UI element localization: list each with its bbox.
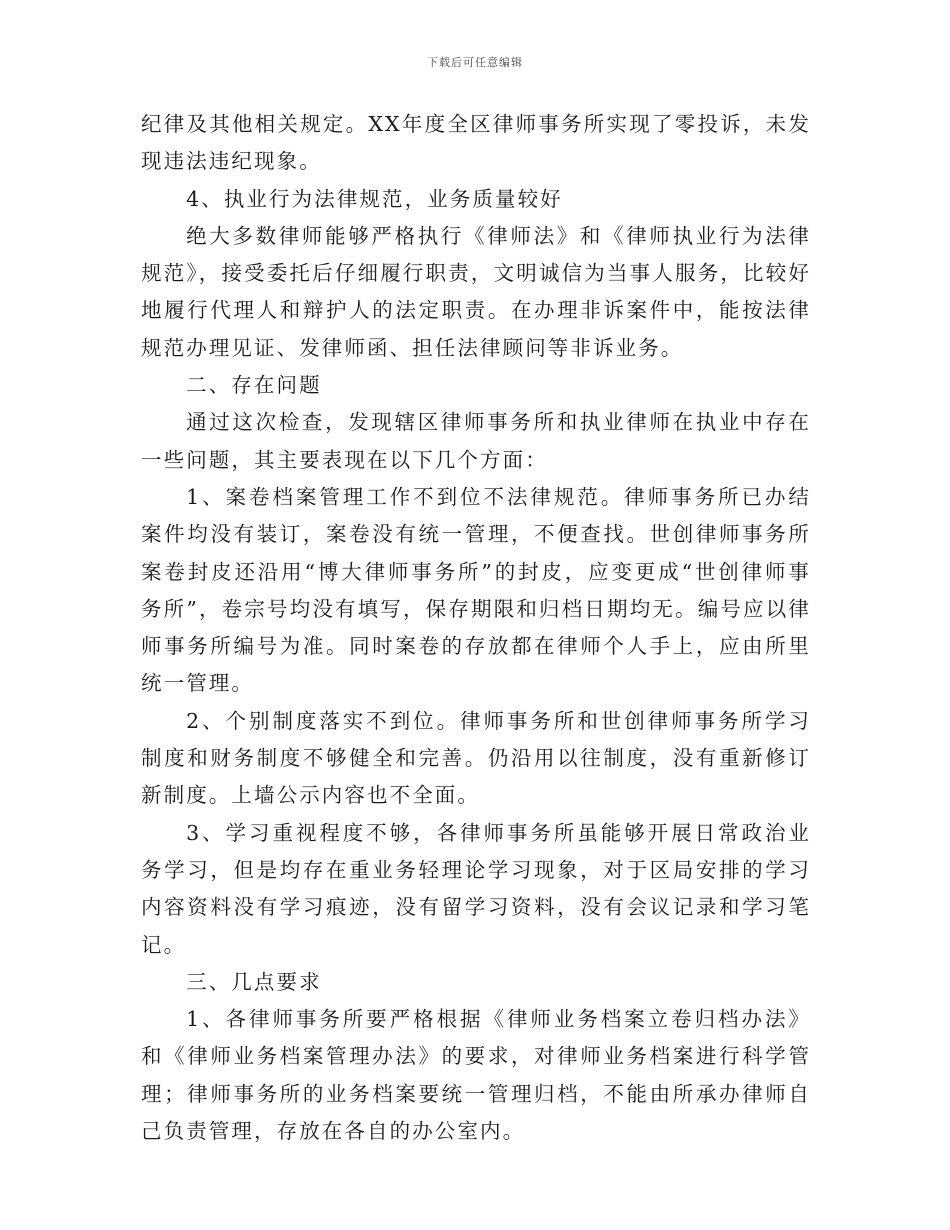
page-header: 下载后可任意编辑 — [427, 56, 523, 69]
paragraph: 绝大多数律师能够严格执行《律师法》和《律师执业行为法律规范》，接受委托后仔细履行职责，文明诚信为当事人服务，比较好地履行代理人和辩护人的法定职责。在办理非诉案件中，能按法律规范办理见证、发律师函、担任法律顾问等非诉业务。 — [141, 223, 811, 360]
section-subheading: 4、执业行为法律规范，业务质量较好 — [186, 186, 563, 211]
paragraph: 通过这次检查，发现辖区律师事务所和执业律师在执业中存在一些问题，其主要表现在以下几个方面： — [141, 410, 811, 472]
paragraph: 纪律及其他相关规定。XX年度全区律师事务所实现了零投诉，未发现违法违纪现象。 — [141, 112, 811, 174]
paragraph: 1、各律师事务所要严格根据《律师业务档案立卷归档办法》和《律师业务档案管理办法》的要求，对律师业务档案进行科学管理；律师事务所的业务档案要统一管理归档，不能由所承办律师自己负责管理，存放在各自的办公室内。 — [141, 1007, 811, 1144]
section-heading: 二、存在问题 — [186, 373, 322, 398]
document-body — [141, 106, 811, 1150]
paragraph: 1、案卷档案管理工作不到位不法律规范。律师事务所已办结案件均没有装订，案卷没有统一管理，不便查找。世创律师事务所案卷封皮还沿用“博大律师事务所”的封皮，应变更成“世创律师事务所”，卷宗号均没有填写，保存期限和归档日期均无。编号应以律师事务所编号为准。同时案卷的存放都在律师个人手上，应由所里统一管理。 — [141, 484, 811, 696]
paragraph: 3、学习重视程度不够，各律师事务所虽能够开展日常政治业务学习，但是均存在重业务轻理论学习现象，对于区局安排的学习内容资料没有学习痕迹，没有留学习资料，没有会议记录和学习笔记。 — [141, 820, 811, 957]
section-heading: 三、几点要求 — [186, 969, 322, 994]
paragraph: 2、个别制度落实不到位。律师事务所和世创律师事务所学习制度和财务制度不够健全和完善。仍沿用以往制度，没有重新修订新制度。上墙公示内容也不全面。 — [141, 708, 811, 808]
